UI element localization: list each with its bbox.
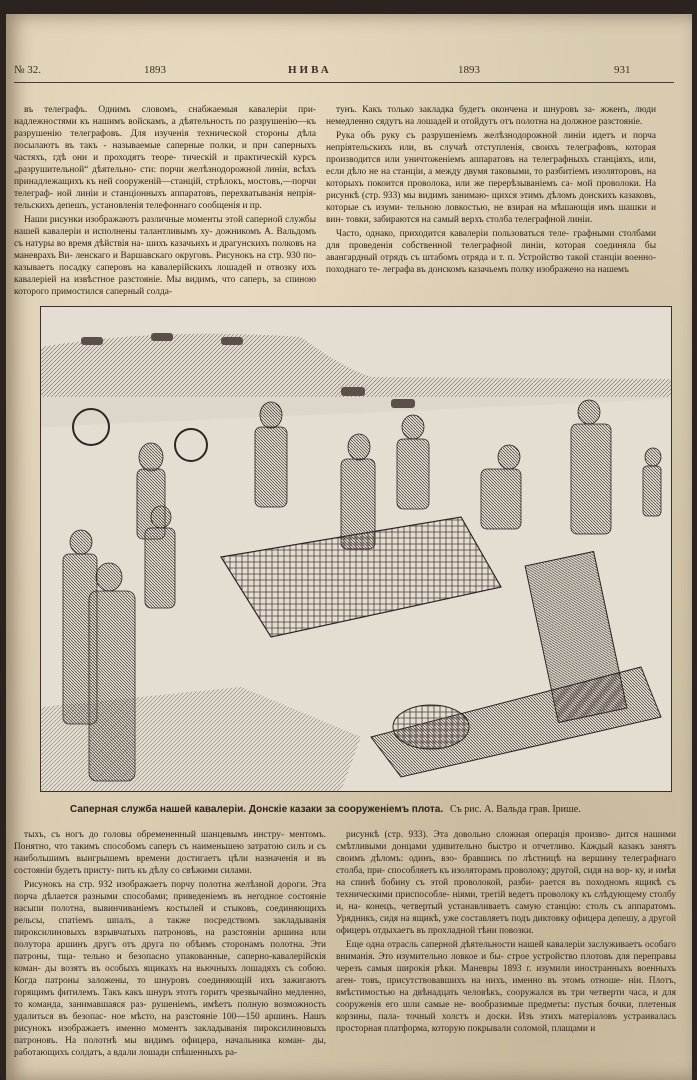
caption-title: Саперная служба нашей кавалеріи. Донскіе казаки за сооруженіемъ плота. (70, 804, 444, 815)
text-column-top-left (14, 104, 316, 304)
paragraph: рисункѣ (стр. 933). Эта довольно сложная операція произво- дится нашими смѣтливыми донцами удивительно быстро и отчетливо. Каждый казакъ занятъ своимъ дѣломъ: одинъ, взо- бравшись по лѣстницѣ на вершину телеграфнаго столба, при- способляетъ къ изоляторамъ проволоку; другой, сидя на вор- ку, и имѣя на спинѣ бобину съ этой проволокой, разби- рается въ походномъ ящикѣ съ техническими приспособле- ніями, третій ведетъ проволоку къ слѣдующему столбу и, на- конецъ, четвертый устанавливаетъ самую станцію: столъ съ аппаратомъ. Урядникъ, сидя на ящикѣ, уже составляетъ подъ диктовку офицера депешу, а другой офицеръ отдыхаетъ въ прохладной тѣни повозки. (336, 830, 676, 936)
paragraph: Часто, однако, приходится кавалеріи пользоваться теле- графными столбами для проведенія собственной телеграфной линіи, которая соединяла бы авангардный отрядъ съ штабомъ отряда и т. п. Устройство такой станціи военно-походнаго те- леграфа въ донскомъ казачьемъ полку изображено на нашемъ (326, 229, 656, 275)
journal-title: НИВА (288, 64, 332, 76)
engraving-illustration (40, 306, 672, 792)
paragraph: Наши рисунки изображаютъ различные моменты этой саперной службы нашей кавалеріи и исполнены талантливымъ ху- дожникомъ А. Вальдомъ съ натуры во время дѣйствія на- шихъ казачьихъ и драгунскихъ полковъ на маневрахъ Ви- ленскаго и Варшавскаго округовъ. Рисунокъ на стр. 930 по- казываетъ посадку саперовъ на кавалерійскихъ лошадей и отвозку ихъ кавалеріей на извѣстное разстояніе. Мы видимъ, что саперъ, за спиною которого примостился саперный солда- (14, 215, 316, 297)
illustration-caption (70, 804, 670, 818)
text-column-bottom-left (14, 829, 326, 1079)
year-right: 1893 (458, 64, 480, 76)
paragraph: Рисунокъ на стр. 932 изображаетъ порчу полотна желѣзной дороги. Эта порча дѣлается разными способами; приведеніемъ въ негодное состояніе насыпи полотна, вывинчиваніемъ костылей и стыковъ, соединяющихъ рельсы, спатіемъ шпалъ, а также посредствомъ закладыванія пироксилиновыхъ взрывчатыхъ патроновъ, на разстояніи аршина или полутора аршинъ другъ отъ друга по обѣимъ сторонамъ полотна. Эти патроны, тща- тельно и безопасно упакованные, саперно-кавалерійскія коман- ды возятъ въ особыхъ ящикахъ на вьючныхъ лошадяхъ съ собою. Когда патроны заложены, то шнуровъ соединяющій ихъ зажигаютъ горящимъ фитилемъ. Такъ какъ шнуръ этотъ горитъ чрезвычайно медленно, то команда, занимавшаяся раз- рушеніемъ, имѣетъ полную возможность удалиться въ безопас- ное мѣсто, на разстояніе 100—150 аршинъ. Нашъ рисунокъ изображаетъ именно моментъ закладыванія пироксилиновыхъ патроновъ. На полотнѣ мы видимъ офицера, начальника коман- ды, работающихъ солдатъ, а вдали лошади спѣшенныхъ ра- (14, 880, 326, 1058)
paragraph: Рука объ руку съ разрушеніемъ желѣзнодорожной линіи идетъ и порча непріятельскихъ или, въ случаѣ отступленія, своихъ телеграфовъ, которая производится или уничтоженіемъ аппаратовъ на телеграфныхъ станціяхъ, или, если дѣло не на станціи, а между двумя таковыми, то разбитіемъ изоляторовъ, на которыхъ покоится проволока, или же перерѣзываніемъ са- мой проволоки. На рисункѣ (стр. 933) мы видимъ занимаю- щихся этимъ дѣломъ донскихъ казаковъ, которые съ изуми- тельною ловкостью, не взирая на мѣшающія имъ шашки и вин- товки, забираются на самый верхъ столба телеграфной линіи. (326, 131, 656, 225)
paragraph: въ телеграфъ. Однимъ словомъ, снабжаемыя кавалеріи при- надлежностями къ нашимъ войскамъ, а дѣятельность по разрушенію—къ разрушенію телеграфовъ. Для изученія технической стороны дѣла посылаютъ въ такъ - называемые саперные полки, и при саперныхъ частяхъ, гдѣ они и проходятъ теоре- тическій и практическій курсъ „разрушительной“ дѣятельно- сти: порчи желѣзнодорожной линіи, всѣхъ принадлежащихъ къ ней сооруженій—станцій, стрѣлокъ, мостовъ,—порчи телеграф- ной линіи и станціонныхъ аппаратовъ, перехватыванія непрія- тельскихъ депешъ, установленія телефоннаго сообщенія и пр. (14, 105, 316, 211)
header-rule (14, 82, 674, 83)
newspaper-page (6, 14, 692, 1080)
page-header (6, 64, 692, 82)
paragraph: тунъ. Какъ только закладка будетъ окончена и шнуровъ за- жженъ, люди немедленно сядутъ на лошадей и отойдутъ отъ полотна на должное разстояніе. (326, 105, 656, 127)
paragraph: тыхъ, съ ногъ до головы обремененный шанцевымъ инстру- ментомъ. Понятно, что такимъ способомъ саперъ съ наименьшею затратою силъ и съ наибольшимъ выигрышемъ времени достигаетъ цѣли назначенія и въ состояніи будетъ присту- пить къ дѣлу со свѣжими силами. (14, 830, 326, 876)
issue-number: № 32. (14, 64, 41, 76)
text-column-bottom-right (336, 829, 676, 1079)
text-column-top-right (326, 104, 656, 304)
paragraph: Еще одна отрасль саперной дѣятельности нашей кавалеріи заслуживаетъ особаго вниманія. Это изумительно ловкое и бы- строе устройство плотовъ для переправы черезъ самыя широкія рѣки. Маневры 1893 г. изумили иностранныхъ военныхъ аген- товъ, присутствовавшихъ на нихъ, именно въ этомъ отноше- ніи. Плотъ, вмѣстимостью на двѣнадцать человѣкъ, сооружался въ три четверти часа, и для сооруженія его шли самые не- вообразимые предметы: пустыя бочки, плетеныя корзины, пала- точный холстъ и доски. Изъ этихъ матеріаловъ устраивалась просторная платформа, которую покрывали соломой, плащами и (336, 940, 676, 1034)
year-left: 1893 (144, 64, 166, 76)
engraving-drawing (41, 307, 671, 791)
caption-credit: Съ рис. А. Вальда грав. Ірише. (449, 804, 581, 815)
page-number: 931 (614, 64, 631, 76)
wicker-basket (393, 705, 469, 749)
